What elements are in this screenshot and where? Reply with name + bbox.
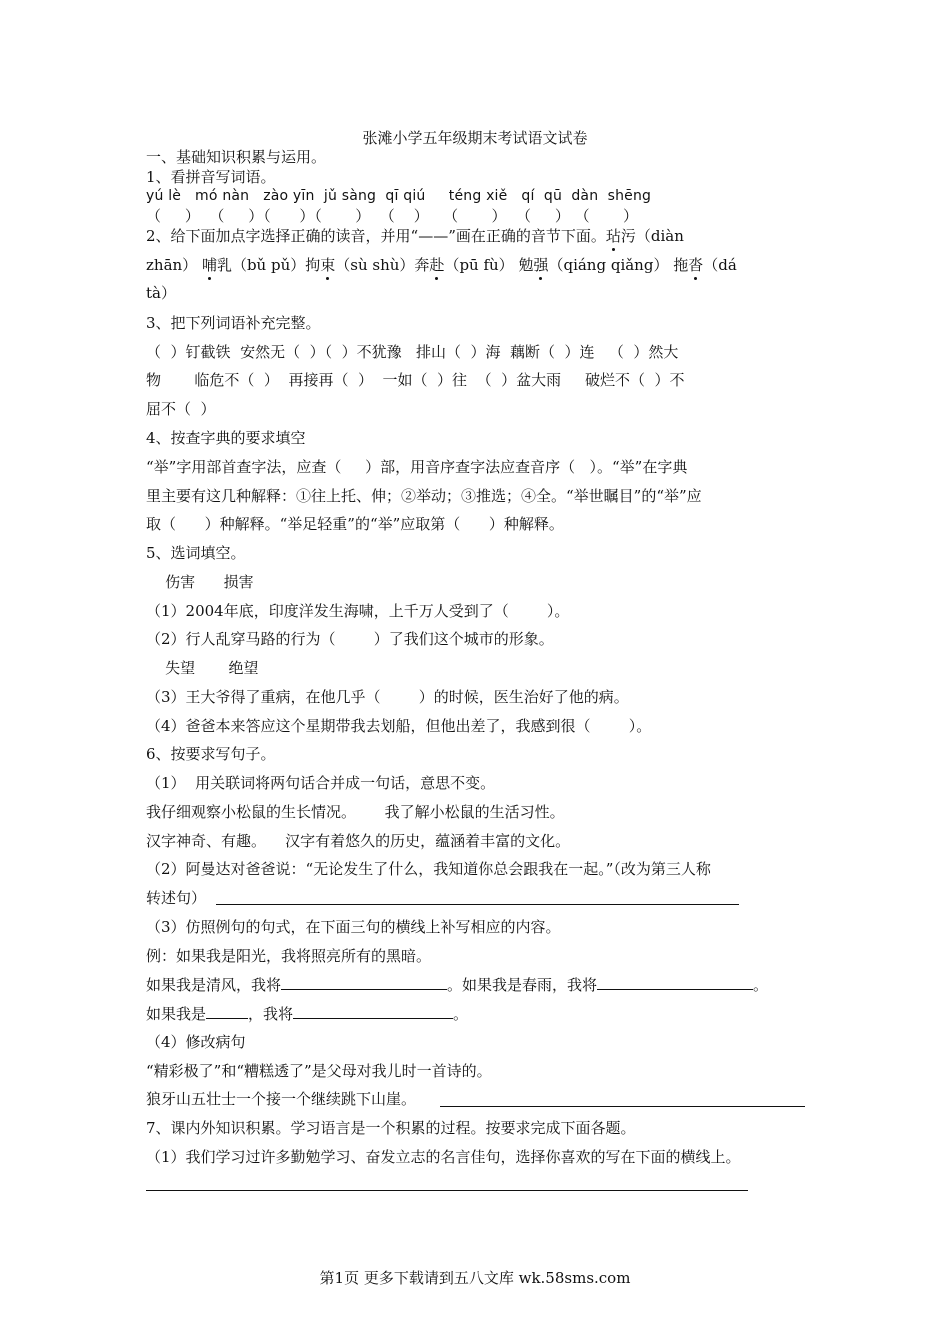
q2-text: （sù shù）奔 <box>335 256 430 274</box>
q6-fill-row-2 <box>146 1003 468 1024</box>
q7-heading: 7、课内外知识积累。学习语言是一个积累的过程。按要求完成下面各题。 <box>146 1119 636 1137</box>
q2-text: （qiáng qiǎng） 拖 <box>548 256 689 274</box>
dotted-char: 强 <box>533 256 549 274</box>
q6-fill-text: 。 <box>453 1005 469 1023</box>
q6-fill-row-1 <box>146 974 768 995</box>
q4-heading: 4、按查字典的要求填空 <box>146 429 306 447</box>
q4-line-3: 取（ ）种解释。“举足轻重”的“举”应取第（ ）种解释。 <box>146 515 564 533</box>
q2-line-1 <box>146 226 684 246</box>
q6-part-2: （2）阿曼达对爸爸说：“无论发生了什么，我知道你总会跟我在一起。”（改为第三人称 <box>146 860 711 878</box>
q6-sick-sentence-a: “精彩极了”和“糟糕透了”是父母对我儿时一首诗的。 <box>146 1062 492 1080</box>
q2-line-3: tà） <box>146 284 176 302</box>
dotted-char: 哺 <box>201 256 217 274</box>
dotted-char: 沓 <box>688 256 704 274</box>
answer-line[interactable] <box>440 1106 805 1107</box>
q1-heading: 1、看拼音写词语。 <box>146 168 276 186</box>
q6-fill-text: 如果我是清风，我将 <box>146 976 282 994</box>
q2-text: 乳（bǔ pǔ）拘 <box>216 256 321 274</box>
q1-answer-blanks: （ ） （ ）（ ）（ ） （ ） （ ） （ ） （ ） <box>146 207 639 225</box>
page-footer: 第1页 更多下载请到五八文库 wk.58sms.com <box>319 1269 631 1287</box>
q7-part-1: （1）我们学习过许多勤勉学习、奋发立志的名言佳句，选择你喜欢的写在下面的横线上。 <box>146 1148 741 1166</box>
q3-line-1: （ ）钉截铁 安然无（ ）（ ）不犹豫 排山（ ）海 藕断（ ）连 （ ）然大 <box>146 343 679 361</box>
q4-line-2: 里主要有这几种解释：①往上托、伸；②举动；③推选；④全。“举世瞩目”的“举”应 <box>146 487 702 505</box>
answer-line[interactable] <box>146 1190 748 1191</box>
q5-sentence-3: （3）王大爷得了重病，在他几乎（ ）的时候，医生治好了他的病。 <box>146 688 629 706</box>
q6-fill-text: 。如果我是春雨，我将 <box>447 976 598 994</box>
q3-line-2: 物 临危不（ ） 再接再（ ） 一如（ ）往 （ ）盆大雨 破烂不（ ）不 <box>146 371 685 389</box>
q6-fill-text: ，我将 <box>248 1005 294 1023</box>
q2-text: 2、给下面加点字选择正确的读音，并用“——”画在正确的音节下面。 <box>146 227 606 245</box>
q6-fill-text: 。 <box>753 976 769 994</box>
dotted-char: 束 <box>320 256 336 274</box>
q6-heading: 6、按要求写句子。 <box>146 745 276 763</box>
q6-sick-sentence-b: 狼牙山五壮士一个接一个继续跳下山崖。 <box>146 1090 417 1108</box>
dotted-char: 玷 <box>605 227 621 245</box>
q2-text: （dá <box>703 256 737 274</box>
answer-blank[interactable] <box>597 974 753 990</box>
q6-part-1: （1） 用关联词将两句话合并成一句话，意思不变。 <box>146 774 496 792</box>
q5-word-choices: 失望 绝望 <box>146 659 259 677</box>
page-title: 张滩小学五年级期末考试语文试卷 <box>362 129 588 147</box>
q6-part-2-cont: 转述句） <box>146 889 207 907</box>
q5-sentence-1: （1）2004年底，印度洋发生海啸，上千万人受到了（ ）。 <box>146 602 570 620</box>
q2-text: 污（diàn <box>620 227 684 245</box>
q6-part-3: （3）仿照例句的句式，在下面三句的横线上补写相应的内容。 <box>146 918 561 936</box>
q6-part-1-sentence-a: 我仔细观察小松鼠的生长情况。 我了解小松鼠的生活习性。 <box>146 803 565 821</box>
answer-blank[interactable] <box>206 1003 248 1019</box>
q5-sentence-4: （4）爸爸本来答应这个星期带我去划船，但他出差了，我感到很（ ）。 <box>146 717 652 735</box>
answer-blank[interactable] <box>293 1003 453 1019</box>
q3-heading: 3、把下列词语补充完整。 <box>146 314 321 332</box>
dotted-char: 赴 <box>429 256 445 274</box>
q5-word-choices: 伤害 损害 <box>146 573 254 591</box>
q6-fill-text: 如果我是 <box>146 1005 207 1023</box>
q5-sentence-2: （2）行人乱穿马路的行为（ ）了我们这个城市的形象。 <box>146 630 554 648</box>
q2-text: （pū fù） 勉 <box>444 256 534 274</box>
q6-part-1-sentence-b: 汉字神奇、有趣。 汉字有着悠久的历史，蕴涵着丰富的文化。 <box>146 832 571 850</box>
q4-line-1: “举”字用部首查字法，应查（ ）部，用音序查字法应查音序（ ）。“举”在字典 <box>146 458 688 476</box>
answer-blank[interactable] <box>281 974 447 990</box>
q2-text: zhān） <box>146 256 202 274</box>
q3-line-3: 屈不（ ） <box>146 400 216 418</box>
section-heading: 一、基础知识积累与运用。 <box>146 148 327 166</box>
q6-example: 例：如果我是阳光，我将照亮所有的黑暗。 <box>146 947 432 965</box>
q6-part-4: （4）修改病句 <box>146 1033 246 1051</box>
q2-line-2 <box>146 255 737 275</box>
q5-heading: 5、选词填空。 <box>146 544 246 562</box>
q1-pinyin-row: yú lè mó nàn zào yīn jǔ sàng qī qiú téng xiě qí qū dàn shēng <box>146 188 652 204</box>
answer-line[interactable] <box>216 904 739 905</box>
